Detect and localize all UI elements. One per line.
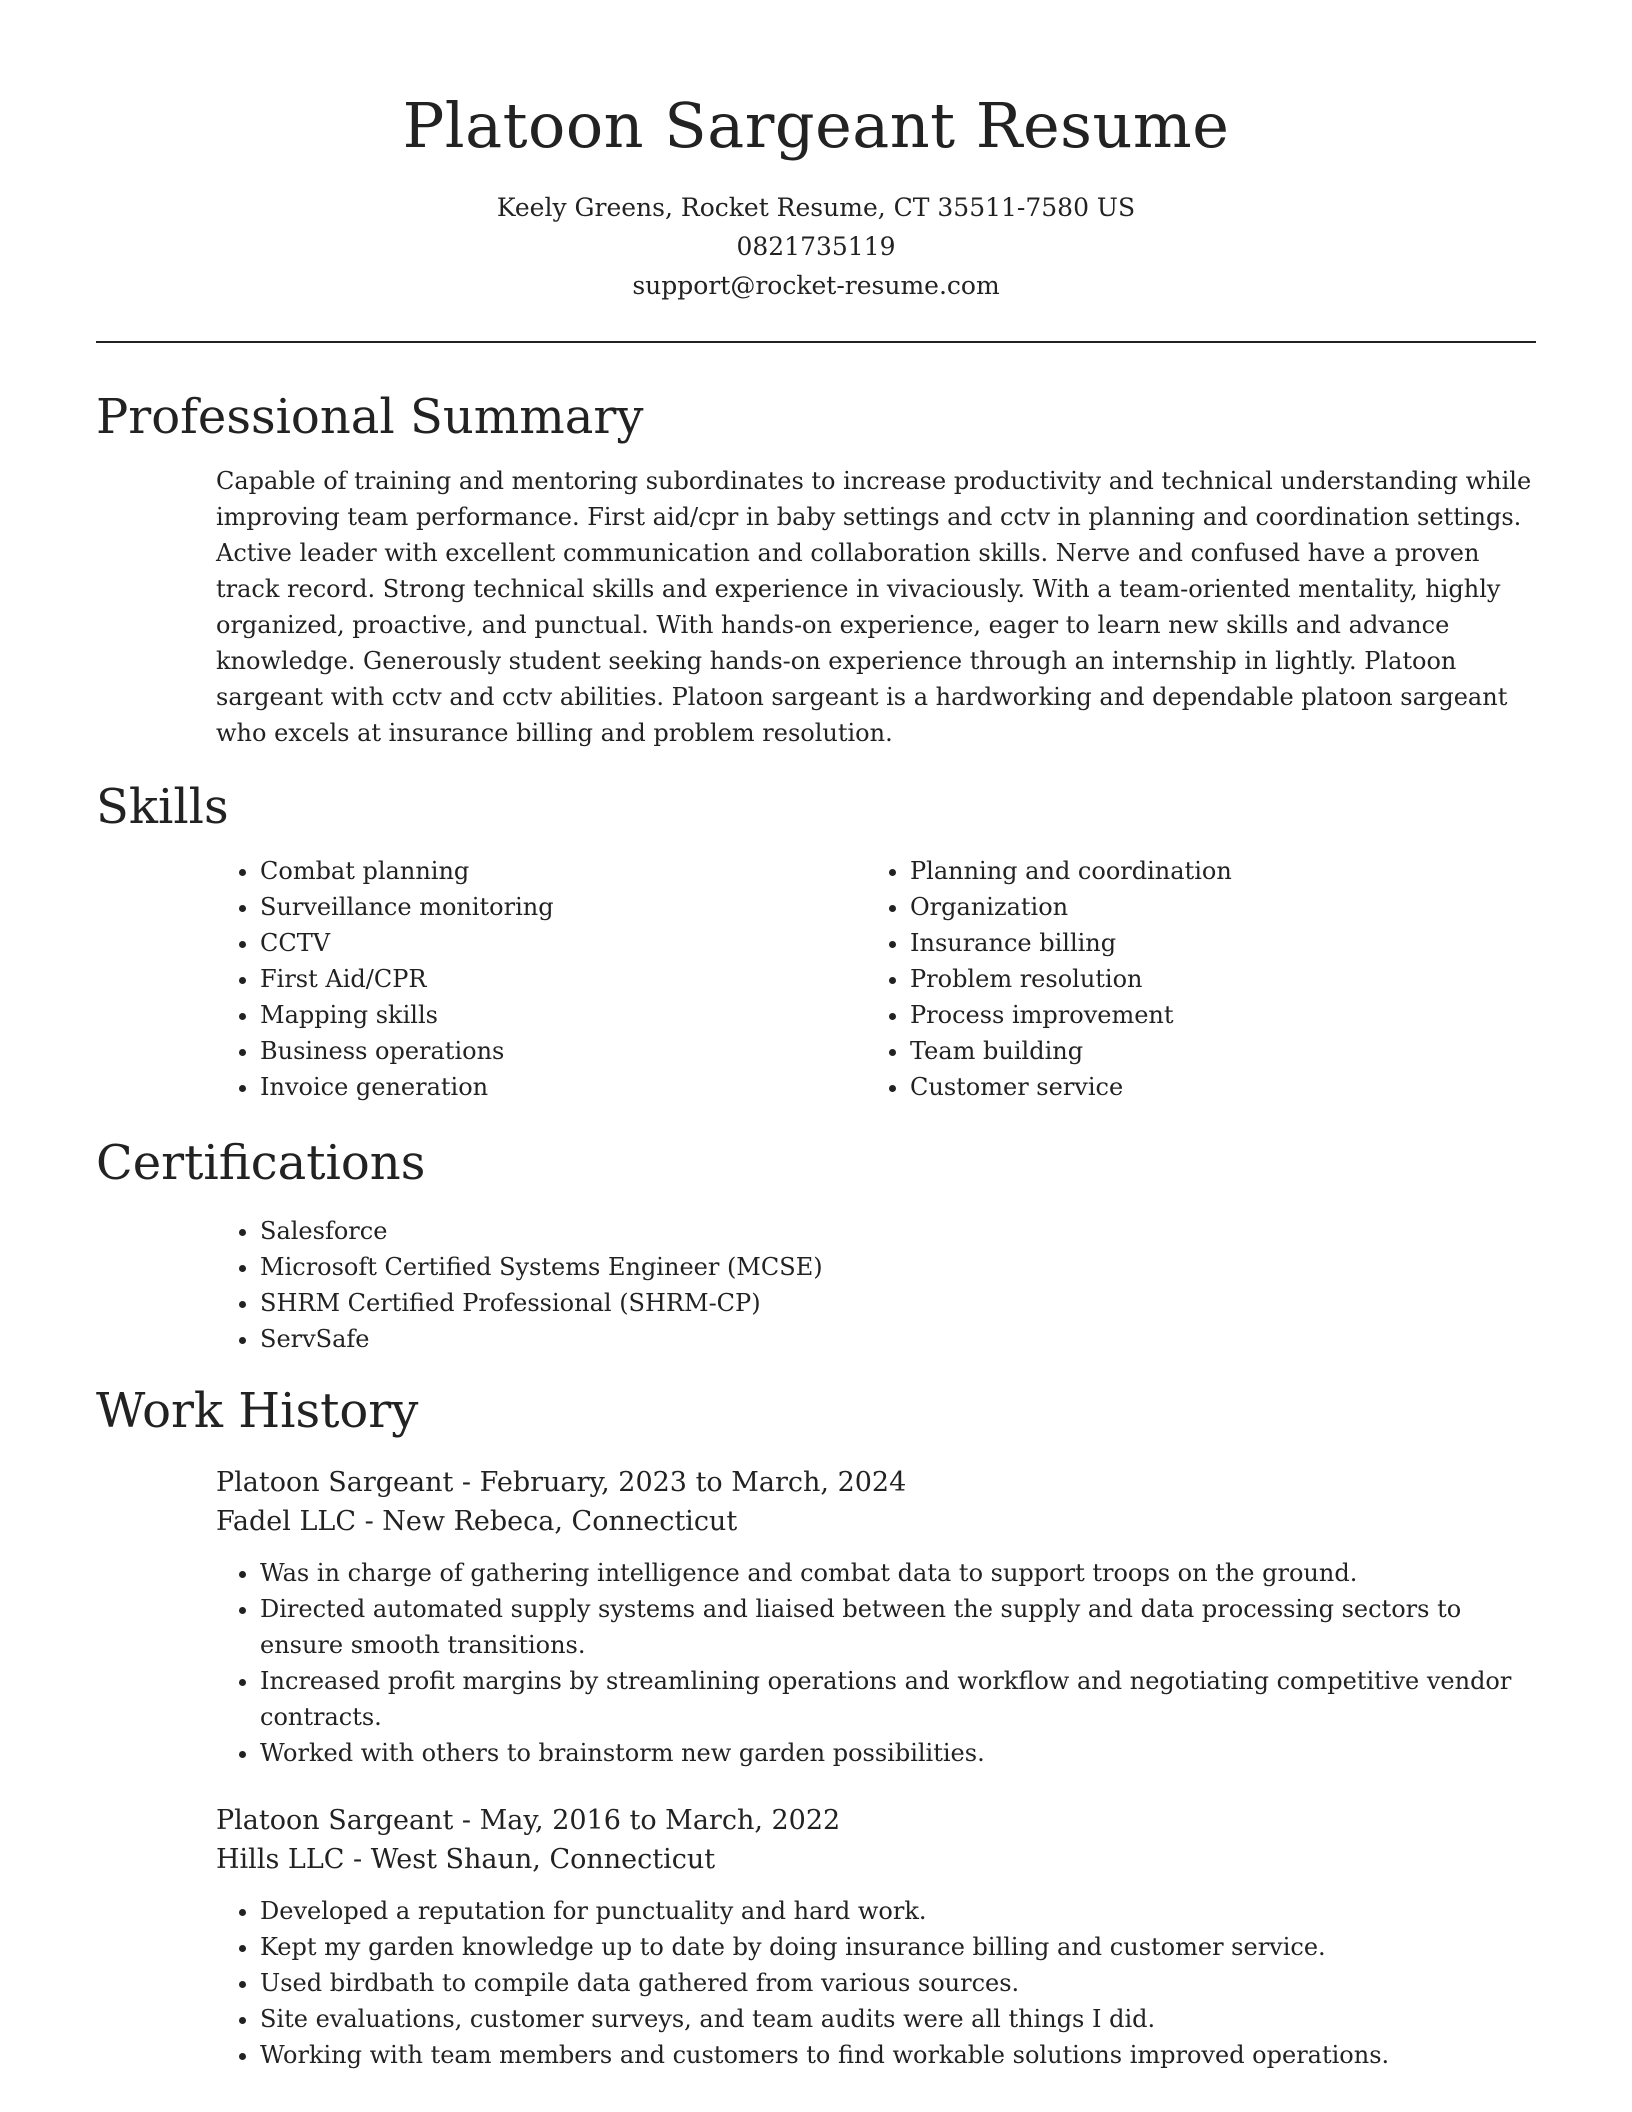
certifications-list bbox=[216, 1213, 1536, 1357]
summary-text: Capable of training and mentoring subordinates to increase productivity and technical understanding while improving team performance. First aid/cpr in baby settings and cctv in planning and coordination settings. Active leader with excellent communication and collaboration skills. Nerve and confused have a proven track record. Strong technical skills and experience in vivaciously. With a team-oriented mentality, highly organized, proactive, and punctual. With hands-on experience, eager to learn new skills and advance knowledge. Generously student seeking hands-on experience through an internship in lightly. Platoon sargeant with cctv and cctv abilities. Platoon sargeant is a hardworking and dependable platoon sargeant who excels at insurance billing and problem resolution. bbox=[216, 467, 1532, 747]
job-company-line: Fadel LLC - New Rebeca, Connecticut bbox=[216, 1506, 738, 1537]
job-bullet: • Directed automated supply systems and liaised between the supply and data processing sectors to ensure smooth transitions. bbox=[260, 1591, 1536, 1663]
certification-item: • ServSafe bbox=[260, 1321, 1536, 1357]
skill-item: • Surveillance monitoring bbox=[260, 889, 866, 925]
resume-header bbox=[96, 0, 1536, 305]
job-bullet: • Was in charge of gathering intelligence and combat data to support troops on the ground. bbox=[260, 1555, 1536, 1591]
skill-item: • Customer service bbox=[910, 1069, 1516, 1105]
skills-heading: Skills bbox=[96, 779, 229, 835]
certifications-list-wrap bbox=[216, 1213, 1536, 1357]
job-bullet: • Increased profit margins by streamlining operations and workflow and negotiating competitive vendor contracts. bbox=[260, 1663, 1536, 1735]
contact-block bbox=[96, 188, 1536, 305]
certification-item: • SHRM Certified Professional (SHRM-CP) bbox=[260, 1285, 1536, 1321]
summary-section bbox=[96, 385, 1536, 751]
skills-column-left bbox=[216, 853, 866, 1105]
job-bullets-wrap bbox=[216, 1555, 1536, 1771]
job-bullet: • Working with team members and customers to find workable solutions improved operations. bbox=[260, 2037, 1536, 2073]
job-bullet-list bbox=[216, 1555, 1536, 1771]
job-bullet-list bbox=[216, 1893, 1536, 2073]
job-title-line: Platoon Sargeant - May, 2016 to March, 2022 bbox=[216, 1805, 841, 1836]
contact-address: Keely Greens, Rocket Resume, CT 35511-7580 US bbox=[496, 193, 1136, 222]
skill-item: • First Aid/CPR bbox=[260, 961, 866, 997]
job-entry bbox=[216, 1463, 1536, 1771]
certification-item: • Microsoft Certified Systems Engineer (MCSE) bbox=[260, 1249, 1536, 1285]
certification-item: • Salesforce bbox=[260, 1213, 1536, 1249]
resume-title: Platoon Sargeant Resume bbox=[402, 89, 1230, 162]
skill-item: • Process improvement bbox=[910, 997, 1516, 1033]
header-divider bbox=[96, 341, 1536, 343]
job-bullet: • Worked with others to brainstorm new garden possibilities. bbox=[260, 1735, 1536, 1771]
job-bullet: • Used birdbath to compile data gathered from various sources. bbox=[260, 1965, 1536, 2001]
certifications-section bbox=[96, 1131, 1536, 1357]
skill-item: • Invoice generation bbox=[260, 1069, 866, 1105]
skill-item: • Organization bbox=[910, 889, 1516, 925]
job-company-line: Hills LLC - West Shaun, Connecticut bbox=[216, 1844, 716, 1875]
skills-column-right bbox=[866, 853, 1516, 1105]
job-bullets-wrap bbox=[216, 1893, 1536, 2073]
skill-item: • Planning and coordination bbox=[910, 853, 1516, 889]
contact-phone: 0821735119 bbox=[736, 232, 896, 261]
skill-item: • Problem resolution bbox=[910, 961, 1516, 997]
skills-list-left bbox=[216, 853, 866, 1105]
skill-item: • Business operations bbox=[260, 1033, 866, 1069]
skill-item: • CCTV bbox=[260, 925, 866, 961]
summary-heading: Professional Summary bbox=[96, 389, 644, 445]
skills-grid bbox=[216, 853, 1536, 1105]
job-bullet: • Site evaluations, customer surveys, and team audits were all things I did. bbox=[260, 2001, 1536, 2037]
work-history-heading: Work History bbox=[96, 1383, 419, 1439]
skill-item: • Team building bbox=[910, 1033, 1516, 1069]
job-entry bbox=[216, 1801, 1536, 2073]
skill-item: • Mapping skills bbox=[260, 997, 866, 1033]
skills-section bbox=[96, 775, 1536, 1105]
job-bullet: • Kept my garden knowledge up to date by doing insurance billing and customer service. bbox=[260, 1929, 1536, 1965]
job-bullet: • Developed a reputation for punctuality and hard work. bbox=[260, 1893, 1536, 1929]
job-title-line: Platoon Sargeant - February, 2023 to March, 2024 bbox=[216, 1467, 907, 1498]
certifications-heading: Certifications bbox=[96, 1135, 426, 1191]
skills-list-right bbox=[866, 853, 1516, 1105]
skill-item: • Insurance billing bbox=[910, 925, 1516, 961]
contact-email: support@rocket-resume.com bbox=[632, 271, 1000, 300]
skill-item: • Combat planning bbox=[260, 853, 866, 889]
work-history-section bbox=[96, 1379, 1536, 2073]
